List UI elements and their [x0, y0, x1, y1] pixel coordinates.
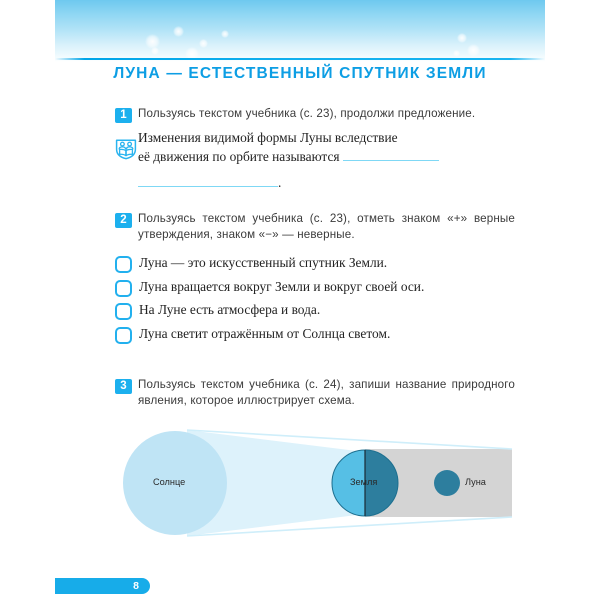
task-1-trailing-period: .	[278, 174, 282, 190]
statement-checkbox[interactable]	[115, 303, 132, 320]
sparkle-icon	[457, 33, 467, 43]
sparkle-icon	[145, 34, 160, 49]
task-number-badge: 1	[115, 108, 132, 123]
task-1-answer-blank-1[interactable]	[343, 147, 439, 161]
statement-text: Луна — это искусственный спутник Земли.	[139, 255, 388, 270]
task-1-sentence-line-1	[138, 129, 515, 148]
statement-checkbox[interactable]	[115, 280, 132, 297]
statement-row	[115, 278, 515, 297]
task-1-sentence-line-2	[138, 147, 515, 167]
page-title: ЛУНА — ЕСТЕСТВЕННЫЙ СПУТНИК ЗЕМЛИ	[113, 65, 487, 82]
footer-page-bar	[55, 578, 150, 594]
statement-checkbox[interactable]	[115, 327, 132, 344]
header-divider	[55, 58, 545, 60]
statement-checkbox[interactable]	[115, 256, 132, 273]
statement-row	[115, 301, 515, 320]
task-1-answer-blank-2[interactable]	[138, 173, 278, 187]
statement-text: Луна светит отражённым от Солнца светом.	[139, 325, 391, 341]
task-2-statements	[115, 254, 515, 343]
sparkle-icon	[467, 44, 480, 57]
task-1-prompt: Пользуясь текстом учебника (с. 23), продолжи предложение.	[138, 107, 476, 120]
statement-text: Луна вращается вокруг Земли и вокруг своей оси.	[139, 278, 425, 294]
task-3-prompt: Пользуясь текстом учебника (с. 24), запиши название природного явления, которое иллюстрирует схема.	[138, 378, 515, 407]
sun-label: Солнце	[153, 477, 186, 487]
task-2-prompt: Пользуясь текстом учебника (с. 23), отметь знаком «+» верные утверждения, знаком «−» — неверные.	[138, 212, 515, 241]
solar-eclipse-lunar-shadow-diagram	[112, 422, 522, 542]
moon-shape	[434, 470, 460, 496]
sparkle-icon	[199, 39, 208, 48]
task-3	[115, 377, 515, 408]
sparkle-icon	[151, 47, 159, 55]
header-band	[55, 0, 545, 62]
earth-label: Земля	[350, 477, 378, 487]
sparkle-icon	[173, 26, 184, 37]
task-number-badge: 3	[115, 379, 132, 394]
moon-label: Луна	[465, 477, 486, 487]
statement-row	[115, 254, 515, 273]
task-number-badge: 2	[115, 213, 132, 228]
sparkle-icon	[221, 30, 229, 38]
statement-row	[115, 325, 515, 344]
task-1	[115, 106, 515, 192]
task-2	[115, 211, 515, 242]
statement-text: На Луне есть атмосфера и вода.	[139, 302, 321, 318]
pair-work-icon	[114, 136, 138, 160]
page-number: 8	[133, 580, 139, 592]
task-1-sentence-line-3	[138, 173, 515, 193]
task-1-sentence-part-2: её движения по орбите называются	[138, 149, 340, 165]
task-1-sentence-part-1: Изменения видимой формы Луны вследствие	[138, 129, 398, 145]
sparkle-icon	[453, 50, 460, 57]
